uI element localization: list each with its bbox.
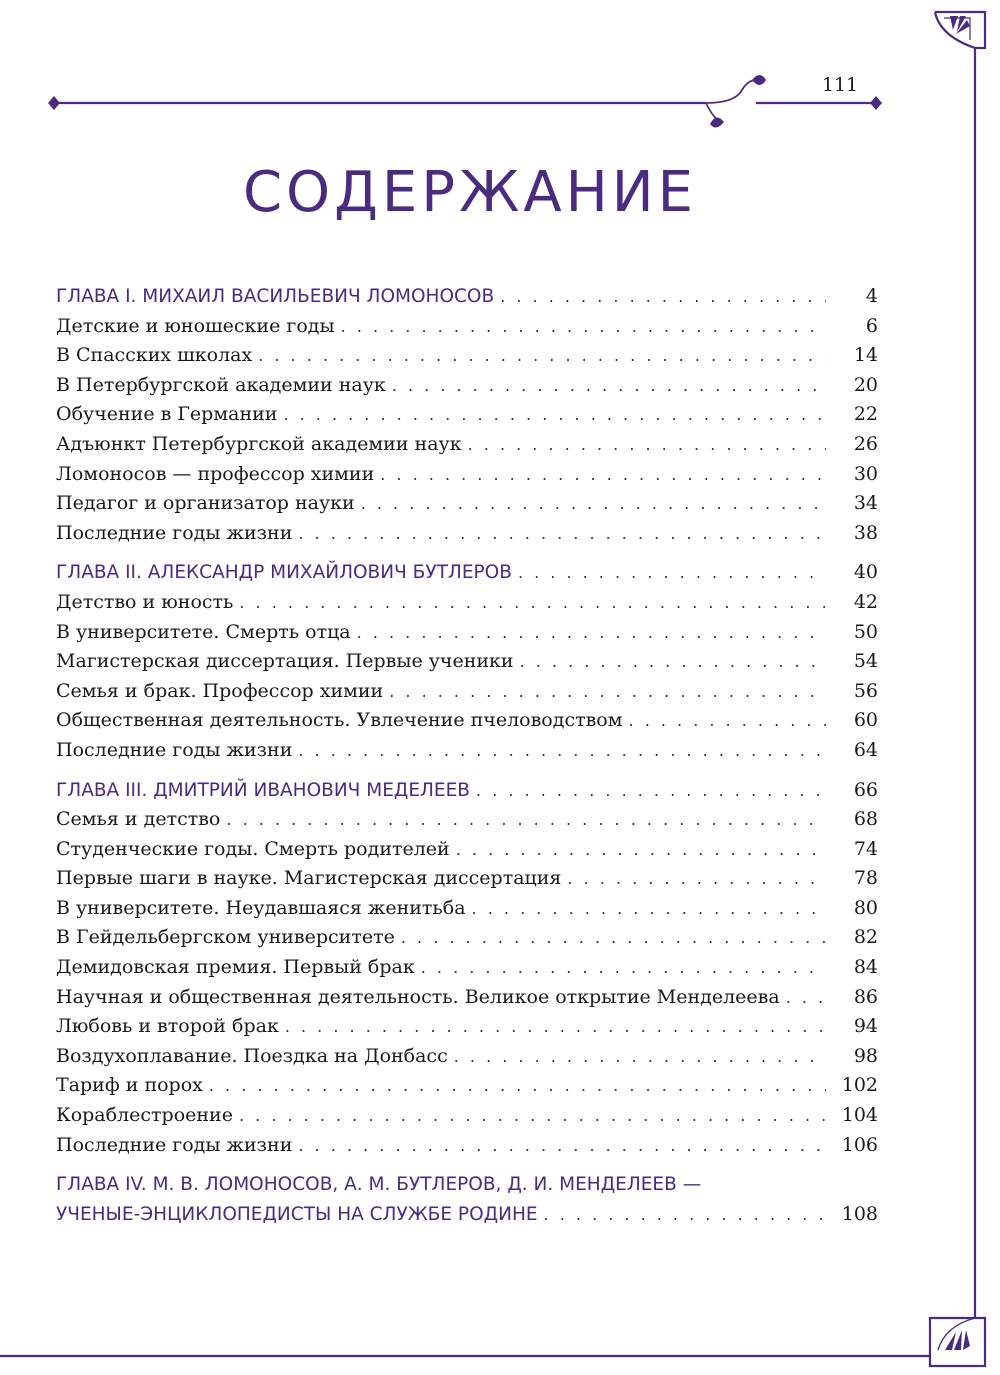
toc-entry-label: Воздухоплавание. Поездка на Донбасс — [56, 1044, 448, 1067]
dot-leader — [298, 736, 826, 766]
toc-entry[interactable] — [56, 1042, 878, 1072]
chapter-4[interactable] — [56, 1170, 878, 1229]
toc-entry-label: Ломоносов — профессор химии — [56, 462, 375, 485]
toc-entry-label: Детство и юность — [56, 590, 234, 613]
chapter-page-number: 4 — [865, 285, 878, 307]
toc-entry[interactable] — [56, 1131, 878, 1161]
toc-entry[interactable] — [56, 1012, 878, 1042]
dot-leader — [258, 341, 826, 371]
toc-entry[interactable] — [56, 489, 878, 519]
toc-entry-page: 26 — [853, 432, 878, 455]
toc-entry[interactable] — [56, 588, 878, 618]
dot-leader — [520, 647, 826, 677]
toc-entry-page: 6 — [865, 314, 878, 337]
dot-leader — [544, 1200, 826, 1230]
toc-entry-label: Тариф и порох — [56, 1074, 203, 1097]
toc-entry-label: Любовь и второй брак — [56, 1015, 279, 1038]
toc-entry[interactable] — [56, 923, 878, 953]
dot-leader — [389, 677, 826, 707]
toc-entry-label: Магистерская диссертация. Первые ученики — [56, 650, 514, 673]
dot-leader — [567, 864, 826, 894]
dot-leader — [456, 835, 826, 865]
toc-entry-label: Общественная деятельность. Увлечение пчеловодством — [56, 709, 623, 732]
toc-entry-label: Обучение в Германии — [56, 403, 278, 426]
toc-entry-page: 38 — [853, 521, 878, 544]
toc-entry[interactable] — [56, 341, 878, 371]
dot-leader — [380, 460, 826, 490]
toc-entry[interactable] — [56, 312, 878, 342]
dot-leader — [239, 588, 826, 618]
toc-entry-page: 56 — [853, 679, 878, 702]
toc-entry[interactable] — [56, 894, 878, 924]
toc-entry-label: В Гейдельбергском университете — [56, 926, 395, 949]
toc-entry[interactable] — [56, 677, 878, 707]
chapter-heading — [56, 1200, 878, 1230]
dot-leader — [357, 618, 826, 648]
dot-leader — [476, 776, 826, 806]
toc-entry-label: В Спасских школах — [56, 344, 253, 367]
toc-entry[interactable] — [56, 1101, 878, 1131]
toc-entry-page: 84 — [853, 956, 878, 979]
page-number: 111 — [821, 74, 859, 96]
dot-leader — [298, 519, 826, 549]
toc-entry-label: Адъюнкт Петербургской академии наук — [56, 432, 462, 455]
dot-leader — [285, 1012, 826, 1042]
toc-entry-page: 54 — [853, 650, 878, 673]
toc-entry-page: 64 — [853, 738, 878, 761]
table-of-contents — [56, 282, 878, 1239]
toc-entry-label: Научная и общественная деятельность. Великое открытие Менделеева — [56, 985, 780, 1008]
toc-entry[interactable] — [56, 706, 878, 736]
toc-entry[interactable] — [56, 953, 878, 983]
toc-entry-label: Первые шаги в науке. Магистерская диссертация — [56, 867, 562, 890]
toc-entry[interactable] — [56, 618, 878, 648]
toc-entry-page: 106 — [841, 1133, 878, 1156]
toc-entry[interactable] — [56, 835, 878, 865]
toc-entry-label: Последние годы жизни — [56, 521, 293, 544]
toc-entry-page: 94 — [853, 1015, 878, 1038]
dot-leader — [283, 400, 826, 430]
toc-entry-page: 30 — [853, 462, 878, 485]
chapter-page-number: 40 — [853, 561, 878, 584]
toc-entry[interactable] — [56, 519, 878, 549]
dot-leader — [341, 312, 826, 342]
dot-leader — [500, 282, 826, 312]
chapter-page-number: 108 — [841, 1202, 878, 1225]
dot-leader — [629, 706, 826, 736]
toc-entry-label: Последние годы жизни — [56, 738, 293, 761]
toc-entry[interactable] — [56, 983, 878, 1013]
toc-entry-label: Детские и юношеские годы — [56, 314, 335, 337]
toc-entry[interactable] — [56, 371, 878, 401]
toc-entry-label: В Петербургской академии наук — [56, 373, 386, 396]
chapter-heading-label: ГЛАВА II. АЛЕКСАНДР МИХАЙЛОВИЧ БУТЛЕРОВ — [56, 562, 512, 584]
toc-entry-page: 104 — [841, 1104, 878, 1127]
chapter-3 — [56, 776, 878, 1161]
toc-entry[interactable] — [56, 430, 878, 460]
toc-entry[interactable] — [56, 736, 878, 766]
chapter-heading-label: ГЛАВА I. МИХАИЛ ВАСИЛЬЕВИЧ ЛОМОНОСОВ — [56, 286, 495, 307]
toc-entry-page: 74 — [853, 837, 878, 860]
chapter-page-number: 66 — [853, 778, 878, 801]
chapter-heading-label: ГЛАВА IV. М. В. ЛОМОНОСОВ, А. М. БУТЛЕРОВ, Д. И. МЕНДЕЛЕЕВ — — [56, 1174, 702, 1196]
toc-entry-label: Педагог и организатор науки — [56, 492, 355, 515]
toc-entry-page: 68 — [853, 808, 878, 831]
toc-entry-label: Семья и брак. Профессор химии — [56, 679, 384, 702]
chapter-heading-label: ГЛАВА III. ДМИТРИЙ ИВАНОВИЧ МЕДЕЛЕЕВ — [56, 779, 471, 801]
page-title: СОДЕРЖАНИЕ — [242, 160, 698, 225]
toc-entry[interactable] — [56, 1071, 878, 1101]
chapter-2 — [56, 558, 878, 765]
chapter-heading[interactable] — [56, 558, 878, 588]
dot-leader — [472, 894, 826, 924]
dot-leader — [786, 983, 826, 1013]
toc-entry-label: Кораблестроение — [56, 1104, 233, 1127]
dot-leader — [298, 1131, 826, 1161]
toc-entry[interactable] — [56, 805, 878, 835]
toc-entry[interactable] — [56, 400, 878, 430]
chapter-1 — [56, 282, 878, 548]
chapter-heading-label-2: УЧЕНЫЕ-ЭНЦИКЛОПЕДИСТЫ НА СЛУЖБЕ РОДИНЕ — [56, 1203, 538, 1225]
toc-entry[interactable] — [56, 647, 878, 677]
toc-entry-page: 42 — [853, 590, 878, 613]
toc-entry-label: В университете. Смерть отца — [56, 620, 351, 643]
toc-entry-page: 86 — [853, 985, 878, 1008]
toc-entry[interactable] — [56, 864, 878, 894]
dot-leader — [401, 923, 826, 953]
toc-entry-page: 50 — [853, 620, 878, 643]
toc-entry-page: 14 — [853, 344, 878, 367]
dot-leader — [361, 489, 826, 519]
toc-entry-label: Демидовская премия. Первый брак — [56, 956, 415, 979]
dot-leader — [421, 953, 826, 983]
toc-entry-page: 80 — [853, 896, 878, 919]
toc-entry-page: 102 — [841, 1074, 878, 1097]
dot-leader — [226, 805, 826, 835]
toc-entry-page: 78 — [853, 867, 878, 890]
toc-entry-label: Студенческие годы. Смерть родителей — [56, 837, 450, 860]
toc-entry-page: 82 — [853, 926, 878, 949]
dot-leader — [468, 430, 826, 460]
toc-entry-page: 20 — [853, 373, 878, 396]
dot-leader — [454, 1042, 826, 1072]
toc-entry-label: Семья и детство — [56, 808, 221, 831]
chapter-heading[interactable] — [56, 776, 878, 806]
toc-entry-page: 34 — [853, 492, 878, 515]
dot-leader — [518, 558, 826, 588]
chapter-heading[interactable] — [56, 282, 878, 312]
toc-entry-label: В университете. Неудавшаяся женитьба — [56, 896, 466, 919]
dot-leader — [239, 1101, 826, 1131]
toc-entry-page: 98 — [853, 1044, 878, 1067]
toc-entry-label: Последние годы жизни — [56, 1133, 293, 1156]
dot-leader — [209, 1071, 826, 1101]
dot-leader — [392, 371, 826, 401]
toc-entry[interactable] — [56, 460, 878, 490]
toc-entry-page: 22 — [853, 403, 878, 426]
toc-entry-page: 60 — [853, 709, 878, 732]
